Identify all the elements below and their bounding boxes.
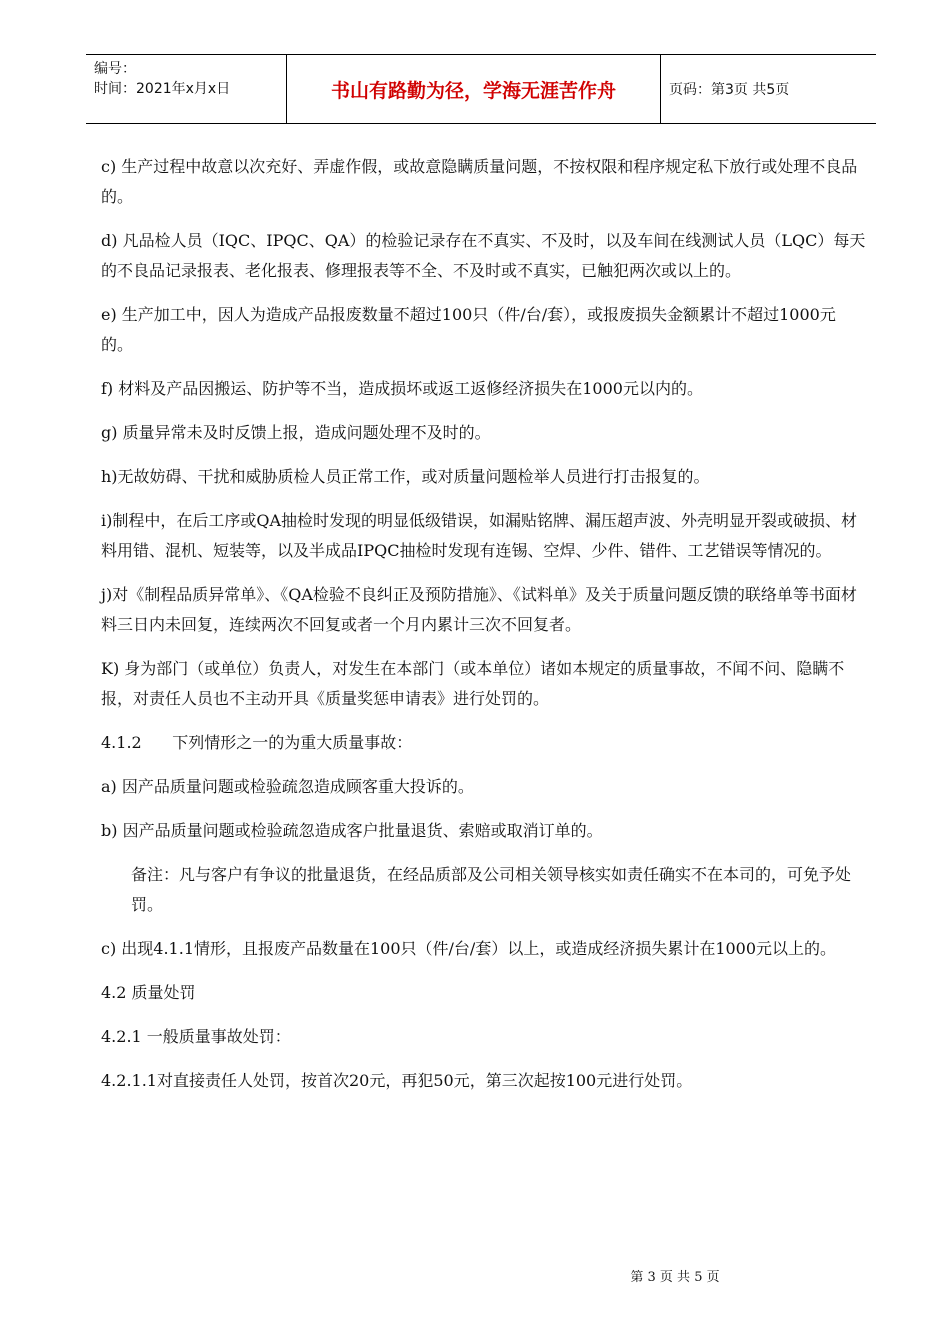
paragraph-c: c) 生产过程中故意以次充好、弄虚作假，或故意隐瞒质量问题，不按权限和程序规定私下放行或处理不良品的。 <box>101 157 858 206</box>
clause-4-2-1-1: 4.2.1.1对直接责任人处罚，按首次20元，再犯50元，第三次起按100元进行处罚。 <box>101 1071 693 1090</box>
paragraph-g: g) 质量异常未及时反馈上报，造成问题处理不及时的。 <box>101 423 491 442</box>
paragraph-d: d) 凡品检人员（IQC、IPQC、QA）的检验记录存在不真实、不及时，以及车间在线测试人员（LQC）每天的不良品记录报表、老化报表、修理报表等不全、不及时或不真实，已触犯两次或以上的。 <box>101 231 866 280</box>
major-incident-b: b) 因产品质量问题或检验疏忽造成客户批量退货、索赔或取消订单的。 <box>101 821 603 840</box>
document-number-label: 编号： <box>94 61 136 77</box>
paragraph-i: i)制程中，在后工序或QA抽检时发现的明显低级错误，如漏贴铭牌、漏压超声波、外壳明显开裂或破损、材料用错、混机、短装等，以及半成品IPQC抽检时发现有连锡、空焊、少件、错件、工艺错误等情况的。 <box>101 511 858 560</box>
header-divider <box>660 55 661 123</box>
document-body <box>101 152 866 1110</box>
header-meta <box>94 59 286 99</box>
document-date: 时间：2021年x月x日 <box>94 81 231 97</box>
paragraph-h: h)无故妨碍、干扰和威胁质检人员正常工作，或对质量问题检举人员进行打击报复的。 <box>101 467 710 486</box>
remark-note: 备注：凡与客户有争议的批量退货，在经品质部及公司相关领导核实如责任确实不在本司的，可免予处罚。 <box>131 865 852 914</box>
section-heading-4-2-1: 4.2.1 一般质量事故处罚： <box>101 1027 291 1046</box>
paragraph-f: f) 材料及产品因搬运、防护等不当，造成损坏或返工返修经济损失在1000元以内的。 <box>101 379 703 398</box>
page-header <box>86 54 876 124</box>
section-heading-4-2: 4.2 质量处罚 <box>101 983 196 1002</box>
section-heading-4-1-2: 4.1.2 下列情形之一的为重大质量事故： <box>101 733 413 752</box>
major-incident-c: c) 出现4.1.1情形，且报废产品数量在100只（件/台/套）以上，或造成经济损失累计在1000元以上的。 <box>101 939 837 958</box>
paragraph-e: e) 生产加工中，因人为造成产品报废数量不超过100只（件/台/套），或报废损失金额累计不超过1000元的。 <box>101 305 836 354</box>
paragraph-k: K) 身为部门（或单位）负责人，对发生在本部门（或本单位）诸如本规定的质量事故，不闻不问、隐瞒不报，对责任人员也不主动开具《质量奖惩申请表》进行处罚的。 <box>101 659 845 708</box>
header-motto: 书山有路勤为径，学海无涯苦作舟 <box>330 79 616 102</box>
header-page-number: 页码：第3页 共5页 <box>669 82 790 98</box>
page-footer: 第 3 页 共 5 页 <box>630 1270 720 1285</box>
major-incident-a: a) 因产品质量问题或检验疏忽造成顾客重大投诉的。 <box>101 777 474 796</box>
paragraph-j: j)对《制程品质异常单》、《QA检验不良纠正及预防措施》、《试料单》及关于质量问题反馈的联络单等书面材料三日内未回复，连续两次不回复或者一个月内累计三次不回复者。 <box>101 585 857 634</box>
